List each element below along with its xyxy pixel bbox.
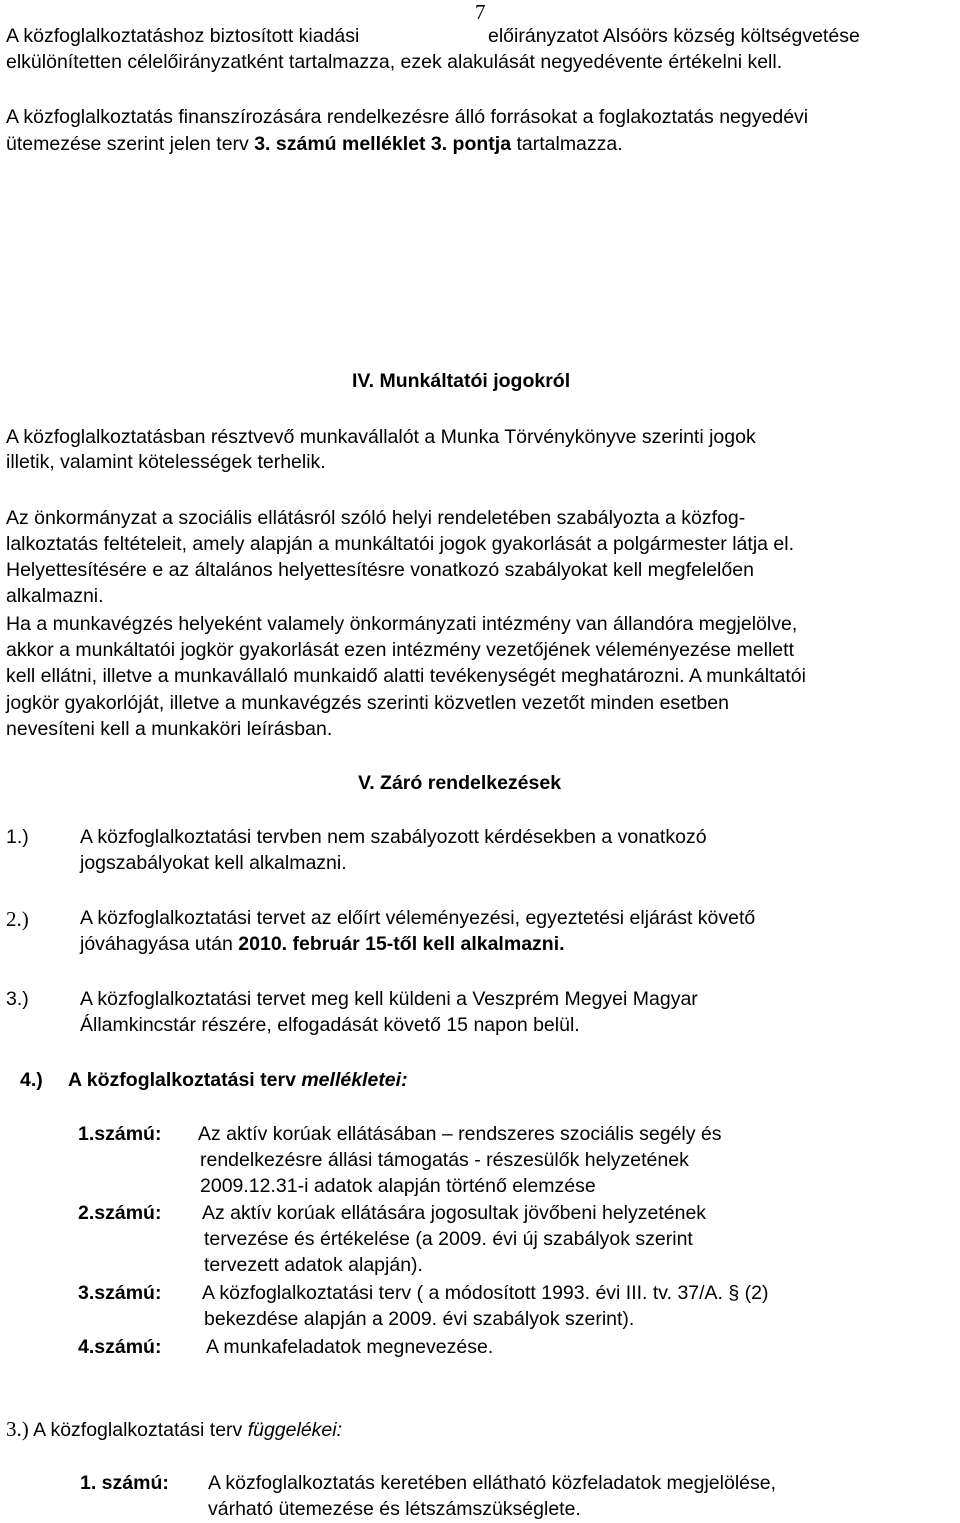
appendix-line: várható ütemezése és létszámszükséglete.	[208, 1498, 581, 1520]
appendix-line: A közfoglalkoztatás keretében ellátható közfeladatok megjelölése,	[208, 1472, 777, 1494]
list-number: 1.)	[6, 826, 29, 848]
intro-line: elkülönítetten célelőirányzatként tartalmazza, ezek alakulását negyedévente értékelni kell.	[6, 51, 783, 73]
list-number: 4.)	[20, 1069, 43, 1091]
paragraph-line: Helyettesítésére e az általános helyettesítésre vonatkozó szabályokat kell megfelelően	[6, 559, 754, 581]
annex-reference: 3. számú melléklet 3. pontja	[254, 133, 512, 155]
paragraph-line: kell ellátni, illetve a munkavállaló munkaidő alatti tevékenységét meghatározni. A munkáltatói	[6, 665, 806, 687]
paragraph-line: Ha a munkavégzés helyeként valamely önkormányzati intézmény van állandóra megjelölve,	[6, 613, 798, 635]
annex-line: tervezett adatok alapján).	[204, 1254, 423, 1276]
list-item-line: jóváhagyása után 2010. február 15-től kell alkalmazni.	[80, 933, 565, 955]
annex-label: 1.számú:	[78, 1123, 162, 1145]
paragraph-line: A közfoglalkoztatásban résztvevő munkavállalót a Munka Törvénykönyve szerinti jogok	[6, 426, 756, 448]
annex-line: 2009.12.31-i adatok alapján történő elemzése	[200, 1175, 596, 1197]
paragraph-line: lalkoztatás feltételeit, amely alapján a munkáltatói jogok gyakorlását a polgármester látja el.	[6, 533, 795, 555]
annex-label: 4.számú:	[78, 1336, 162, 1358]
paragraph-line: nevesíteni kell a munkaköri leírásban.	[6, 718, 333, 740]
annex-line: rendelkezésre állási támogatás - részesülők helyzetének	[200, 1149, 689, 1171]
intro-line: A közfoglalkoztatás finanszírozására rendelkezésre álló forrásokat a foglakoztatás negyedévi	[6, 106, 809, 128]
paragraph-line: illetik, valamint kötelességek terhelik.	[6, 451, 326, 473]
paragraph-line: jogkör gyakorlóját, illetve a munkavégzés szerinti közvetlen vezetőt minden esetben	[6, 692, 729, 714]
list-item-line: Államkincstár részére, elfogadását követő 15 napon belül.	[80, 1014, 580, 1036]
annex-line: tervezése és értékelése (a 2009. évi új szabályok szerint	[204, 1228, 693, 1250]
section-heading: V. Záró rendelkezések	[358, 772, 562, 794]
appendix-label: 1. számú:	[80, 1472, 169, 1494]
list-number: 3.)	[6, 988, 29, 1010]
list-item-line: A közfoglalkoztatási tervben nem szabályozott kérdésekben a vonatkozó	[80, 826, 707, 848]
intro-line: A közfoglalkoztatáshoz biztosított kiadási	[6, 25, 360, 47]
list-number: 2.)	[6, 907, 29, 931]
effective-date: 2010. február 15-től kell alkalmazni.	[238, 933, 565, 955]
annex-line: A munkafeladatok megnevezése.	[206, 1336, 494, 1358]
intro-line: ütemezése szerint jelen terv 3. számú melléklet 3. pontja tartalmazza.	[6, 133, 623, 155]
annex-line: Az aktív korúak ellátására jogosultak jövőbeni helyzetének	[202, 1202, 707, 1224]
annexes-heading: A közfoglalkoztatási terv mellékletei:	[68, 1069, 408, 1091]
annex-line: bekezdése alapján a 2009. évi szabályok szerint).	[204, 1308, 635, 1330]
annex-label: 2.számú:	[78, 1202, 162, 1224]
annex-line: A közfoglalkoztatási terv ( a módosított 1993. évi III. tv. 37/A. § (2)	[202, 1282, 769, 1304]
intro-line: előirányzatot Alsóörs község költségvetése	[488, 25, 860, 47]
paragraph-line: alkalmazni.	[6, 585, 104, 607]
annex-label: 3.számú:	[78, 1282, 162, 1304]
annex-line: Az aktív korúak ellátásában – rendszeres szociális segély és	[198, 1123, 722, 1145]
list-item-line: A közfoglalkoztatási tervet meg kell küldeni a Veszprém Megyei Magyar	[80, 988, 698, 1010]
paragraph-line: akkor a munkáltatói jogkör gyakorlását ezen intézmény vezetőjének véleményezése mellett	[6, 639, 794, 661]
paragraph-line: Az önkormányzat a szociális ellátásról szóló helyi rendeletében szabályozta a közfog-	[6, 507, 746, 529]
page-number: 7	[475, 0, 486, 24]
list-item-line: jogszabályokat kell alkalmazni.	[80, 852, 347, 874]
appendix-heading: 3.) A közfoglalkoztatási terv függelékei:	[6, 1417, 343, 1441]
section-heading: IV. Munkáltatói jogokról	[352, 370, 571, 392]
list-item-line: A közfoglalkoztatási tervet az előírt véleményezési, egyeztetési eljárást követő	[80, 907, 756, 929]
